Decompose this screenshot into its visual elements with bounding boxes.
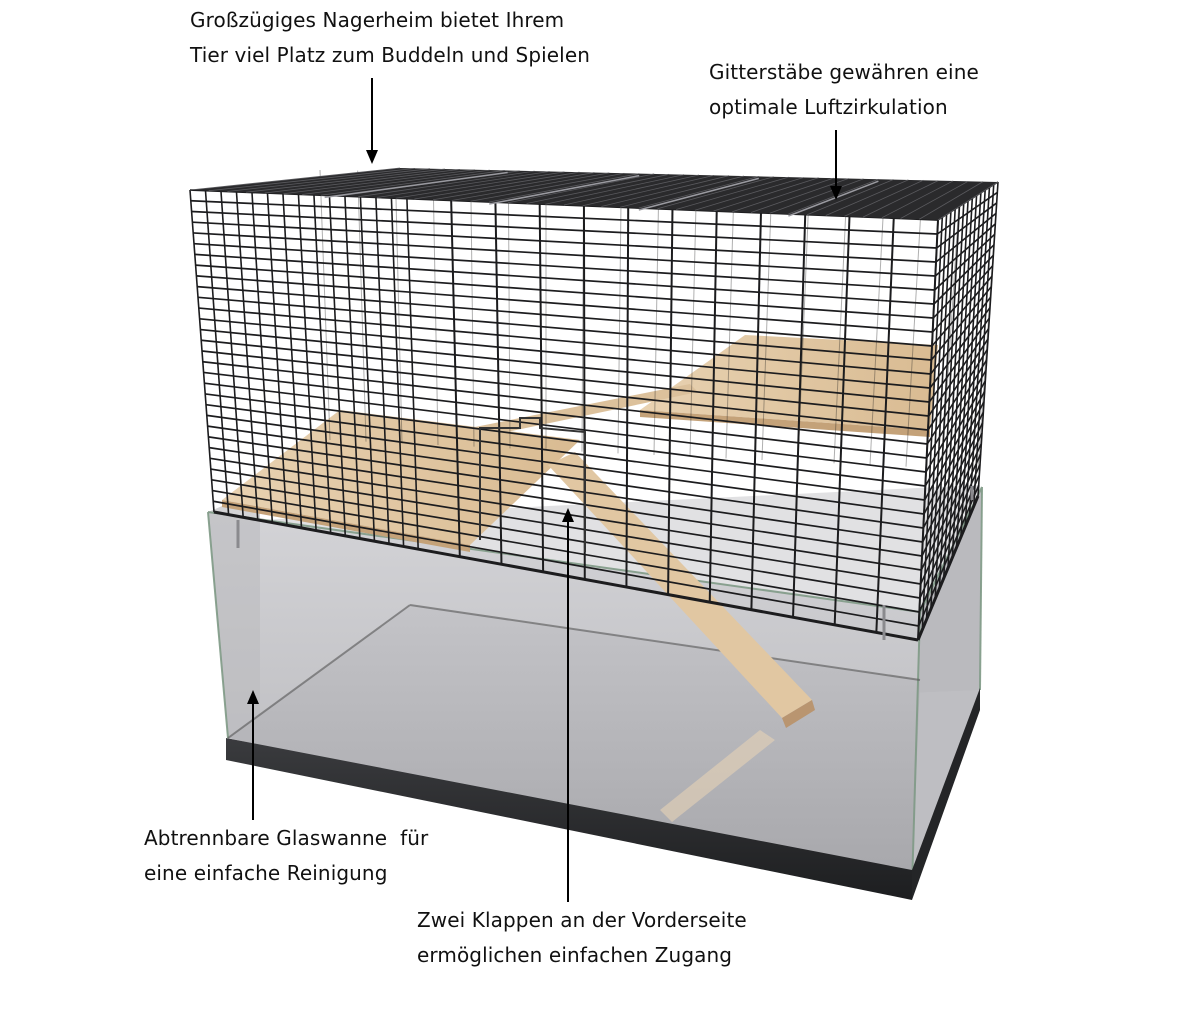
wire-bar [195, 254, 934, 304]
callout-wire-bars-line2: optimale Luftzirkulation [709, 95, 948, 119]
wire-bar [194, 244, 935, 290]
wire-bar [320, 170, 330, 440]
callout-front-doors-line2: ermöglichen einfachen Zugang [417, 943, 733, 967]
wire-bar [205, 191, 228, 515]
callout-glass-tank-line1: Abtrennbare Glaswanne für [144, 826, 429, 850]
wire-bar [193, 233, 935, 276]
wire-bar [618, 175, 621, 453]
callout-glass-tank-line2: eine einfache Reinigung [144, 861, 388, 885]
callout-wire-bars-line1: Gitterstäbe gewähren eine [709, 60, 979, 84]
callout-spacious-home-line2: Tier viel Platz zum Buddeln und Spielen [190, 43, 591, 67]
callout-wire-bars [709, 55, 979, 125]
wire-bar [196, 265, 934, 318]
wire-bar [433, 172, 438, 445]
callout-spacious-home-line1: Großzügiges Nagerheim bietet Ihrem [190, 8, 565, 32]
arrow-bars [830, 130, 842, 200]
callout-front-doors-line1: Zwei Klappen an der Vorderseite [417, 908, 747, 932]
callout-glass-tank [144, 821, 428, 891]
arrow-space [366, 78, 378, 164]
cage-roof [190, 168, 998, 220]
wire-bar [190, 190, 214, 512]
callout-front-doors [417, 903, 747, 973]
wire-bar [197, 287, 932, 346]
wire-bar [196, 276, 932, 332]
callout-spacious-home [190, 3, 590, 73]
